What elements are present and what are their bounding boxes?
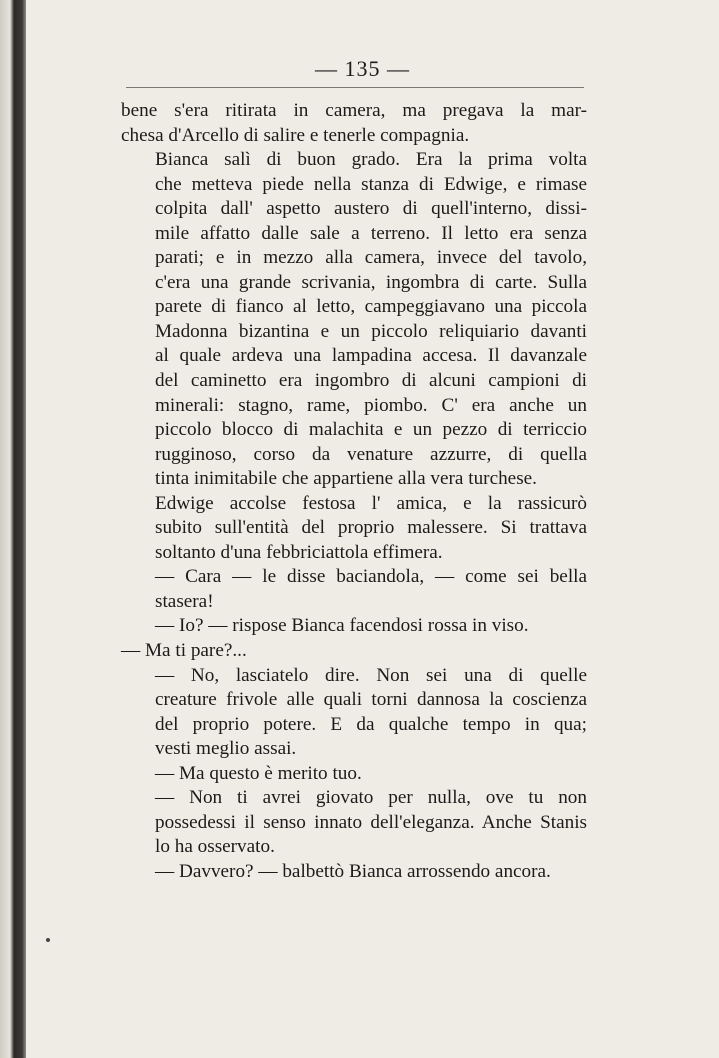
- text-line: al quale ardeva una lampadina accesa. Il davanzale: [155, 345, 587, 367]
- text-line: — Ma ti pare?...: [121, 640, 247, 662]
- text-line: — No, lasciatelo dire. Non sei una di quelle: [155, 664, 587, 686]
- text-line: creature frivole alle quali torni dannosa la coscienza: [155, 689, 587, 711]
- text-line: del proprio potere. E da qualche tempo in qua;: [155, 713, 587, 735]
- page-number: — 135 —: [315, 56, 410, 81]
- text-line: mile affatto dalle sale a terreno. Il letto era senza: [155, 222, 587, 244]
- text-line: subito sull'entità del proprio malessere. Si trattava: [155, 517, 587, 539]
- text-line: possedessi il senso innato dell'eleganza. Anche Stanis: [155, 811, 587, 833]
- text-line: Bianca salì di buon grado. Era la prima volta: [155, 149, 587, 171]
- paragraph: [121, 614, 587, 639]
- text-line: — Non ti avrei giovato per nulla, ove tu non: [155, 787, 587, 809]
- body-text: [121, 99, 587, 885]
- text-line: colpita dall' aspetto austero di quell'interno, dissi-: [155, 198, 587, 220]
- text-line: — Davvero? — balbettò Bianca arrossendo ancora.: [155, 860, 551, 882]
- text-line: che metteva piede nella stanza di Edwige, e rimase: [155, 173, 587, 195]
- paragraph: [121, 148, 587, 492]
- text-line: bene s'era ritirata in camera, ma pregava la mar-: [121, 100, 587, 121]
- paragraph: [121, 99, 587, 148]
- text-line: stasera!: [155, 590, 214, 612]
- paragraph: [121, 664, 587, 762]
- paragraph: [121, 786, 587, 860]
- paragraph: [121, 492, 587, 566]
- text-line: piccolo blocco di malachita e un pezzo di terriccio: [155, 419, 587, 441]
- text-line: c'era una grande scrivania, ingombra di carte. Sulla: [155, 271, 587, 293]
- ink-speck: [46, 938, 50, 942]
- header-rule: [126, 87, 584, 88]
- text-line: — Io? — rispose Bianca facendosi rossa in viso.: [155, 615, 529, 637]
- paragraph: [121, 639, 587, 664]
- text-line: Edwige accolse festosa l' amica, e la rassicurò: [155, 492, 587, 514]
- text-line: — Cara — le disse baciandola, — come sei bella: [155, 566, 587, 588]
- text-line: parati; e in mezzo alla camera, invece del tavolo,: [155, 247, 587, 269]
- text-line: soltanto d'una febbriciattola effimera.: [155, 541, 443, 563]
- text-line: parete di fianco al letto, campeggiavano una piccola: [155, 296, 587, 318]
- paragraph: [121, 860, 587, 885]
- text-line: — Ma questo è merito tuo.: [155, 762, 362, 784]
- text-line: tinta inimitabile che appartiene alla vera turchese.: [155, 468, 537, 490]
- paragraph: [121, 762, 587, 787]
- text-line: vesti meglio assai.: [155, 738, 297, 760]
- text-line: rugginoso, corso da venature azzurre, di quella: [155, 443, 587, 465]
- text-line: minerali: stagno, rame, piombo. C' era anche un: [155, 394, 587, 416]
- paragraph: [121, 565, 587, 614]
- page-binding-edge: [0, 0, 26, 1058]
- text-line: lo ha osservato.: [155, 836, 275, 858]
- text-line: Madonna bizantina e un piccolo reliquiario davanti: [155, 320, 587, 342]
- text-line: chesa d'Arcello di salire e tenerle compagnia.: [121, 124, 470, 146]
- text-line: del caminetto era ingombro di alcuni campioni di: [155, 370, 587, 392]
